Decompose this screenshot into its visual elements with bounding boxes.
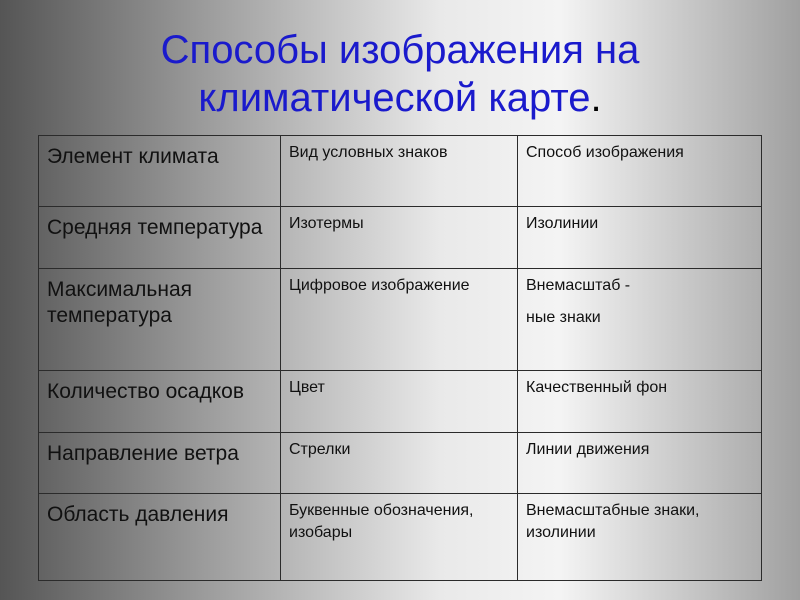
row-element: Направление ветра xyxy=(39,432,281,494)
title-line-1: Способы изображения на xyxy=(160,28,640,72)
table-header-row xyxy=(39,136,762,207)
title-line-2 xyxy=(0,74,800,122)
row-signs: Изотермы xyxy=(281,207,518,269)
header-element: Элемент климата xyxy=(39,136,281,207)
climate-table xyxy=(38,135,762,581)
row-method: Изолинии xyxy=(518,207,762,269)
row-method xyxy=(518,268,762,371)
row-signs: Буквенные обозначения, изобары xyxy=(281,494,518,581)
row-signs: Стрелки xyxy=(281,432,518,494)
page-title xyxy=(0,26,800,122)
row-element: Количество осадков xyxy=(39,371,281,433)
row-signs: Цвет xyxy=(281,371,518,433)
table-row xyxy=(39,207,762,269)
header-signs: Вид условных знаков xyxy=(281,136,518,207)
row-method: Линии движения xyxy=(518,432,762,494)
table-row xyxy=(39,494,762,581)
row-method: Внемасштабные знаки, изолинии xyxy=(518,494,762,581)
title-period: . xyxy=(590,76,602,120)
table-row xyxy=(39,371,762,433)
table-row xyxy=(39,268,762,371)
header-method: Способ изображения xyxy=(518,136,762,207)
row-element: Средняя температура xyxy=(39,207,281,269)
row-method: Качественный фон xyxy=(518,371,762,433)
title-line-2-text: климатической карте xyxy=(198,76,591,120)
row-method-part-2: ные знаки xyxy=(526,308,601,326)
table-row xyxy=(39,432,762,494)
row-element: Область давления xyxy=(39,494,281,581)
row-signs: Цифровое изображение xyxy=(281,268,518,371)
row-element: Максимальная температура xyxy=(39,268,281,371)
row-method-part-1: Внемасштаб - xyxy=(526,276,631,294)
